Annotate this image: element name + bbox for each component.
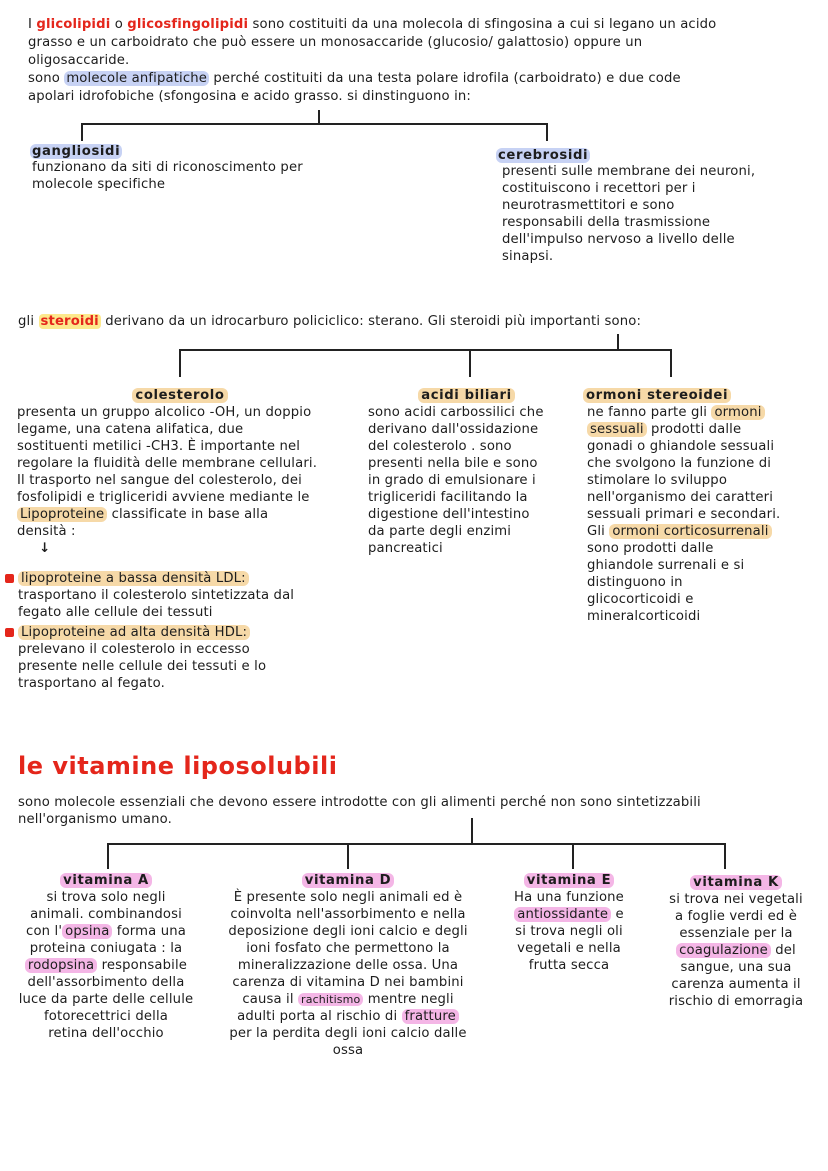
tree3-bar [108, 843, 726, 845]
tree1-right [546, 123, 548, 141]
vitamina-k-title: vitamina K [690, 875, 782, 890]
vitamina-e-title: vitamina E [524, 873, 614, 888]
glicolipidi-term: glicolipidi [36, 17, 111, 32]
ormoni-body: ne fanno parte gli ormoni sessuali prodotti dalle gonadi o ghiandole sessuali che svolgono la funzione di stimolare lo sviluppo nell'organismo dei caratteri sessuali primari e secondari. Gli ormoni corticosurrenali sono prodotti dalle ghiandole surrenali e si distinguono in glicocorticoidi e mineralcorticoidi [587, 405, 781, 624]
bullet-icon [5, 574, 14, 583]
tree3-d [347, 843, 349, 869]
tree2-mid [469, 349, 471, 377]
colesterolo-title: colesterolo [130, 387, 230, 404]
acidi-biliari-body: sono acidi carbossilici che derivano dall'ossidazione del colesterolo . sono presenti nella bile e sono in grado di emulsionare i trigliceridi facilitando la digestione dell'intestino da parte degli enzimi pancreatici [368, 405, 544, 556]
intro-line-1: I glicolipidi o glicosfingolipidi sono costituiti da una molecola di sfingosina a cui si legano un acido [28, 17, 717, 32]
bullet-icon [5, 628, 14, 637]
vitamina-a-title: vitamina A [60, 873, 152, 888]
lipoproteine-highlight: Lipoproteine [17, 507, 107, 522]
steroidi-intro: gli steroidi derivano da un idrocarburo policiclico: sterano. Gli steroidi più importanti sono: [18, 314, 642, 329]
tree3-a [107, 843, 109, 869]
intro-line-5: apolari idrofobiche (sfongosina e acido grasso. si dinstinguono in: [28, 89, 472, 104]
gangliosidi-title: gangliosidi [32, 144, 121, 159]
vitamina-d-title: vitamina D [302, 873, 394, 888]
hdl-block: Lipoproteine ad alta densità HDL: prelevano il colesterolo in eccesso presente nelle cellule dei tessuti e lo trasportano al fegato. [5, 624, 266, 692]
tree2-bar [180, 349, 672, 351]
vitamine-intro: sono molecole essenziali che devono essere introdotte con gli alimenti perché non sono sintetizzabili nell'organismo umano. [18, 795, 701, 827]
steroidi-highlight: steroidi [40, 314, 99, 329]
tree1-bar [82, 123, 548, 125]
molecole-anfipatiche-highlight: molecole anfipatiche [66, 71, 208, 86]
tree2-stem [617, 334, 619, 350]
tree2-left [179, 349, 181, 377]
tree2-right [670, 349, 672, 377]
tree3-k [724, 843, 726, 869]
glicosfingolipidi-term: glicosfingolipidi [127, 17, 249, 32]
vitamina-d: vitamina D È presente solo negli animali ed è coinvolta nell'assorbimento e nella deposizione degli ioni calcio e degli ioni fosfato che permettono la mineralizzazione delle ossa. Una carenza di vitamina D nei bambini causa il rachitismo mentre negli adulti porta al rischio di fratture per la perdita degli ioni calcio dalle ossa [228, 873, 468, 1058]
vitamina-k: vitamina K si trova nei vegetali a foglie verdi ed è essenziale per la coagulazione del sangue, una sua carenza aumenta il rischio di emorragia [668, 875, 804, 1009]
vitamine-title: le vitamine liposolubili [18, 752, 338, 780]
intro-line-3: oligosaccaride. [28, 53, 130, 68]
vitamina-e: vitamina E Ha una funzione antiossidante e si trova negli oli vegetali e nella frutta secca [514, 873, 624, 973]
tree1-left [81, 123, 83, 141]
gangliosidi-body: funzionano da siti di riconoscimento per molecole specifiche [32, 160, 303, 192]
acidi-biliari-title: acidi biliari [404, 387, 529, 404]
ormoni-title: ormoni stereoidei [583, 387, 731, 404]
vitamina-a: vitamina A si trova solo negli animali. combinandosi con l' opsina forma una proteina coniugata : la rodopsina responsabile dell'assorbimento della luce da parte delle cellule fotorecettrici della retina dell'occhio [18, 873, 194, 1041]
ldl-block: lipoproteine a bassa densità LDL: trasportano il colesterolo sintetizzata dal fegato alle cellule dei tessuti [5, 570, 294, 621]
intro-line-4: sono molecole anfipatiche perché costituiti da una testa polare idrofila (carboidrato) e due code [28, 71, 681, 86]
cerebrosidi-title: cerebrosidi [498, 148, 589, 163]
intro-line-2: grasso e un carboidrato che può essere un monosaccaride (glucosio/ galattosio) oppure un [28, 35, 643, 50]
down-arrow-icon: ↓ [39, 541, 51, 556]
cerebrosidi-body: presenti sulle membrane dei neuroni, costituiscono i recettori per i neurotrasmettitori e sono responsabili della trasmissione dell'impulso nervoso a livello delle sinapsi. [502, 164, 756, 264]
colesterolo-body: presenta un gruppo alcolico -OH, un doppio legame, una catena alifatica, due sostituenti metilici -CH3. È importante nel regolare la fluidità delle membrane cellulari. Il trasporto nel sangue del colesterolo, dei fosfolipidi e trigliceridi avviene mediante le Lipoproteine classificate in base alla densità : ↓ [17, 405, 318, 556]
tree1-stem [318, 110, 320, 124]
tree3-stem [471, 818, 473, 844]
tree3-e [572, 843, 574, 869]
